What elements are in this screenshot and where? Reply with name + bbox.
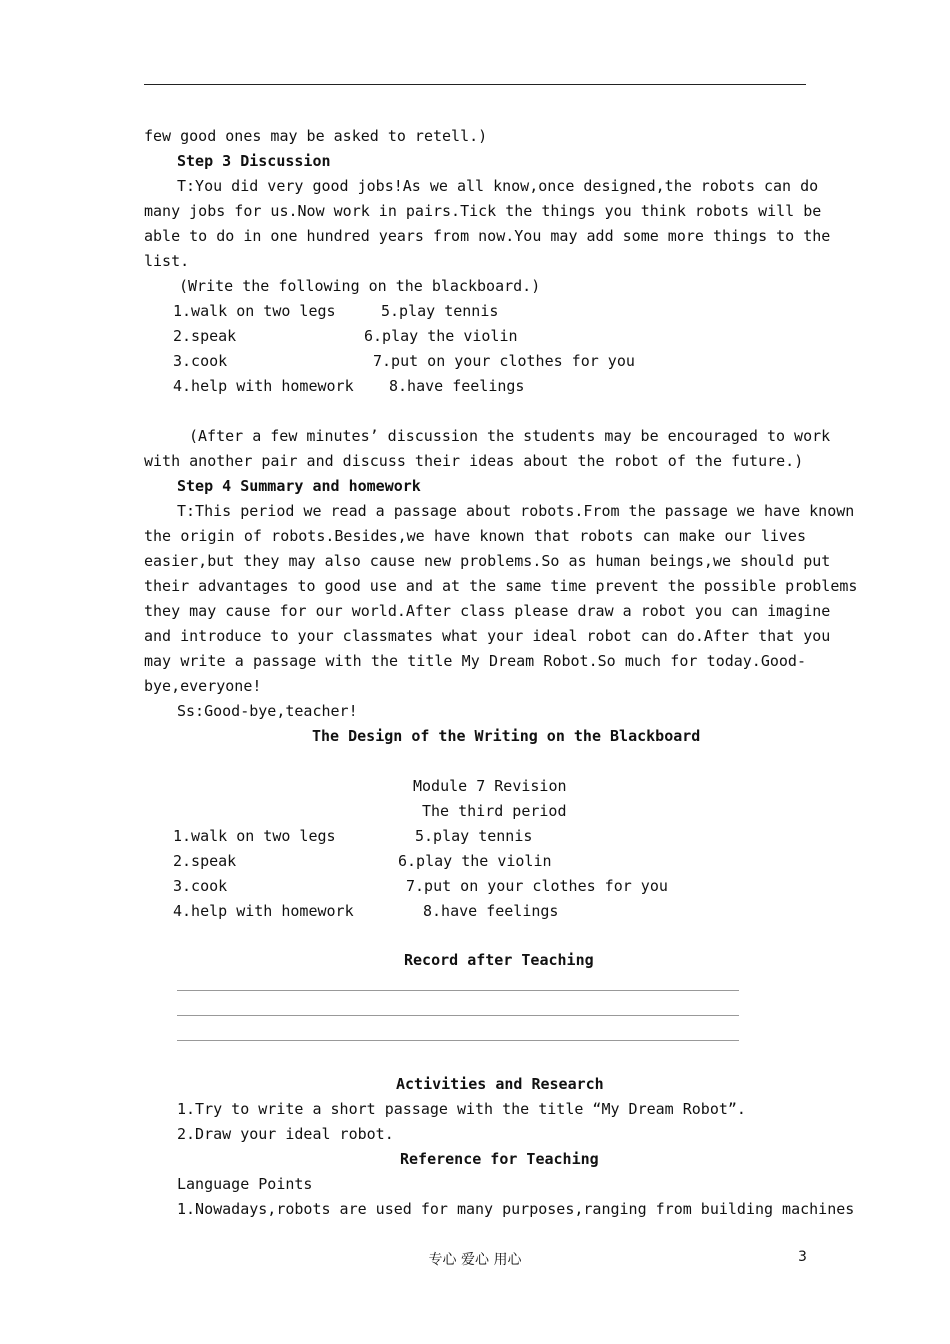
- blackboard-note: (Write the following on the blackboard.): [179, 277, 541, 295]
- footer-motto: 专心 爱心 用心: [428, 1252, 522, 1268]
- list-item-right: 5.play tennis: [381, 302, 499, 320]
- blank-writing-line: [177, 1015, 739, 1016]
- list-item-right: 8.have feelings: [423, 902, 559, 920]
- step3-heading: Step 3 Discussion: [177, 152, 331, 170]
- paragraph-line: with another pair and discuss their ideas about the robot of the future.): [144, 452, 804, 470]
- list-item-left: 2.speak: [173, 852, 237, 870]
- paragraph-line: (After a few minutes’ discussion the students may be encouraged to work: [189, 427, 831, 445]
- page-number: 3: [798, 1249, 807, 1265]
- paragraph-line: the origin of robots.Besides,we have known that robots can make our lives: [144, 527, 806, 545]
- paragraph-line: T:This period we read a passage about robots.From the passage we have known: [177, 502, 855, 520]
- list-item-left: 4.help with homework: [173, 377, 354, 395]
- list-item-right: 5.play tennis: [415, 827, 533, 845]
- design-heading: The Design of the Writing on the Blackboard: [312, 727, 701, 745]
- step4-heading: Step 4 Summary and homework: [177, 477, 421, 495]
- list-item-left: 3.cook: [173, 877, 228, 895]
- list-item-right: 7.put on your clothes for you: [406, 877, 668, 895]
- blank-writing-line: [177, 990, 739, 991]
- list-item-left: 2.speak: [173, 327, 237, 345]
- paragraph-line: many jobs for us.Now work in pairs.Tick the things you think robots will be: [144, 202, 822, 220]
- activity-item: 2.Draw your ideal robot.: [177, 1125, 394, 1143]
- paragraph-line: few good ones may be asked to retell.): [144, 127, 488, 145]
- period-title: The third period: [422, 802, 567, 820]
- activity-item: 1.Try to write a short passage with the title “My Dream Robot”.: [177, 1100, 746, 1118]
- module-title: Module 7 Revision: [413, 777, 567, 795]
- header-rule: [144, 84, 806, 85]
- reference-heading: Reference for Teaching: [400, 1150, 599, 1168]
- list-item-right: 6.play the violin: [364, 327, 518, 345]
- paragraph-line: list.: [144, 252, 190, 270]
- list-item-right: 7.put on your clothes for you: [373, 352, 635, 370]
- paragraph-line: may write a passage with the title My Dream Robot.So much for today.Good-: [144, 652, 806, 670]
- list-item-right: 6.play the violin: [398, 852, 552, 870]
- activities-heading: Activities and Research: [396, 1075, 604, 1093]
- paragraph-line: bye,everyone!: [144, 677, 262, 695]
- paragraph-line: and introduce to your classmates what your ideal robot can do.After that you: [144, 627, 831, 645]
- record-heading: Record after Teaching: [404, 951, 594, 969]
- paragraph-line: 1.Nowadays,robots are used for many purposes,ranging from building machines: [177, 1200, 855, 1218]
- list-item-right: 8.have feelings: [389, 377, 525, 395]
- paragraph-line: they may cause for our world.After class please draw a robot you can imagine: [144, 602, 831, 620]
- list-item-left: 1.walk on two legs: [173, 302, 336, 320]
- paragraph-line: easier,but they may also cause new problems.So as human beings,we should put: [144, 552, 831, 570]
- list-item-left: 3.cook: [173, 352, 228, 370]
- blank-writing-line: [177, 1040, 739, 1041]
- language-points-label: Language Points: [177, 1175, 313, 1193]
- paragraph-line: able to do in one hundred years from now.You may add some more things to the: [144, 227, 831, 245]
- list-item-left: 1.walk on two legs: [173, 827, 336, 845]
- paragraph-line: Ss:Good-bye,teacher!: [177, 702, 358, 720]
- list-item-left: 4.help with homework: [173, 902, 354, 920]
- paragraph-line: their advantages to good use and at the same time prevent the possible problems: [144, 577, 858, 595]
- paragraph-line: T:You did very good jobs!As we all know,once designed,the robots can do: [177, 177, 819, 195]
